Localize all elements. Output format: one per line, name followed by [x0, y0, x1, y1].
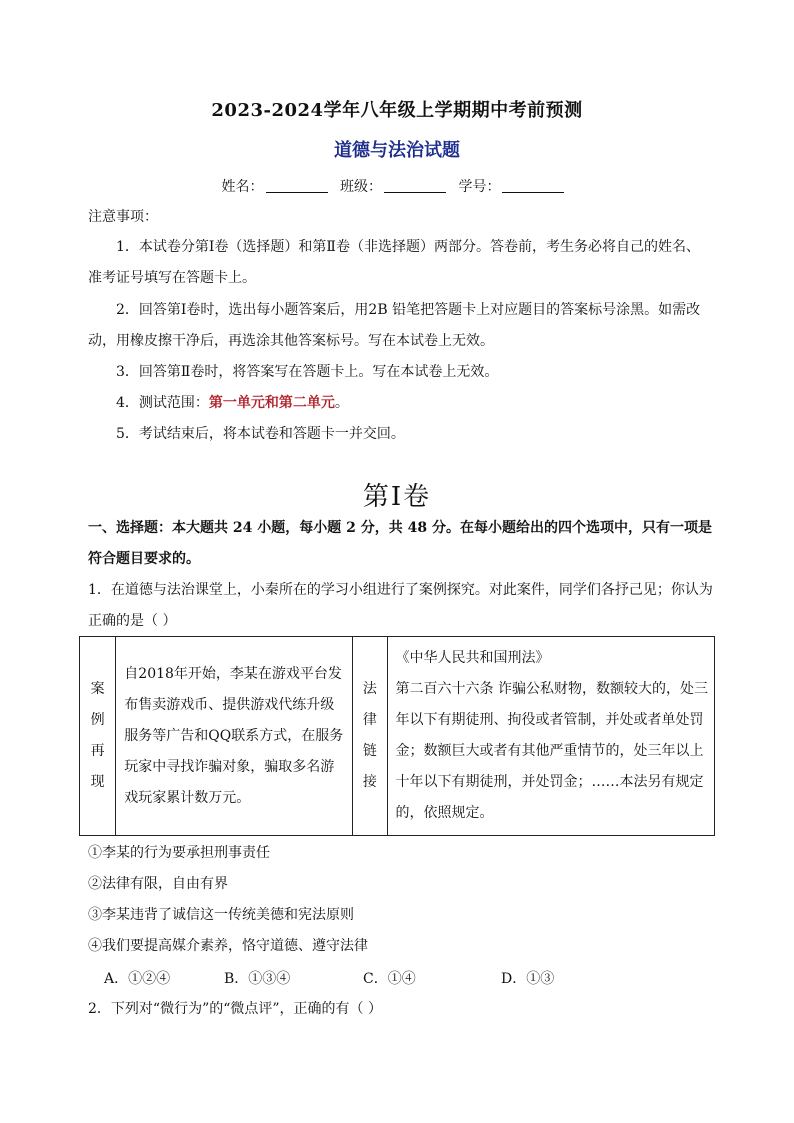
test-range: 第一单元和第二单元 — [208, 395, 335, 411]
option-c[interactable]: C．①④ — [363, 971, 416, 987]
case-table — [79, 636, 715, 836]
name-label: 姓名： — [221, 179, 264, 195]
note-1-line-1: 1．本试卷分第Ⅰ卷（选择题）和第Ⅱ卷（非选择题）两部分。答卷前，考生务必将自己的姓名、 — [116, 239, 700, 255]
law-text: 《中华人民共和国刑法》 第二百六十六条 诈骗公私财物，数额较大的，处三 年以下有期徒刑、拘役或者管制，并处或者单处罚 金；数额巨大或者有其他严重情节的，处三年以上 十年以下有期徒刑，并处罚金；……本法另有规定 的，依照规定。 — [387, 637, 714, 836]
section-intro-line-1: 一、选择题：本大题共 24 小题，每小题 2 分，共 48 分。在每小题给出的四个选项中，只有一项是 — [88, 520, 712, 536]
case-label: 案 例 再 现 — [80, 637, 116, 836]
law-label: 法 律 链 接 — [353, 637, 387, 836]
section-intro-line-2: 符合题目要求的。 — [88, 551, 200, 567]
name-blank[interactable] — [266, 178, 328, 193]
id-label: 学号： — [458, 179, 501, 195]
student-info-line — [0, 176, 794, 196]
note-5: 5．考试结束后，将本试卷和答题卡一并交回。 — [116, 426, 405, 442]
note-2-line-1: 2．回答第Ⅰ卷时，选出每小题答案后，用2B 铅笔把答题卡上对应题目的答案标号涂黑。如需改 — [116, 302, 701, 318]
class-label: 班级： — [340, 179, 382, 195]
q1-statement-1: ①李某的行为要承担刑事责任 — [88, 845, 270, 861]
note-4 — [116, 393, 349, 413]
section-title: 第Ⅰ卷 — [362, 482, 432, 512]
q1-stem-line-2: 正确的是（ ） — [88, 613, 177, 629]
note-4-prefix: 4．测试范围： — [116, 395, 209, 411]
q1-statement-2: ②法律有限，自由有界 — [88, 876, 228, 892]
option-b[interactable]: B．①③④ — [224, 971, 291, 987]
notes-heading: 注意事项： — [88, 209, 158, 225]
option-d[interactable]: D．①③ — [501, 971, 555, 987]
option-a[interactable]: A．①②④ — [104, 971, 171, 987]
class-blank[interactable] — [384, 178, 446, 193]
case-text: 自2018年开始，李某在游戏平台发 布售卖游戏币、提供游戏代练升级 服务等广告和QQ联系方式，在服务 玩家中寻找诈骗对象，骗取多名游 戏玩家累计数万元。 — [116, 637, 353, 836]
q1-statement-4: ④我们要提高媒介素养，恪守道德、遵守法律 — [88, 938, 368, 954]
q1-stem-line-1: 1．在道德与法治课堂上，小秦所在的学习小组进行了案例探究。对此案件，同学们各抒己见；你认为 — [88, 582, 713, 598]
id-blank[interactable] — [502, 178, 564, 193]
q1-statement-3: ③李某违背了诚信这一传统美德和宪法原则 — [88, 907, 354, 923]
note-4-suffix: 。 — [334, 395, 349, 411]
exam-subtitle: 道德与法治试题 — [334, 140, 460, 161]
note-2-line-2: 动，用橡皮擦干净后，再选涂其他答案标号。写在本试卷上无效。 — [88, 333, 494, 349]
exam-title: 2023-2024学年八年级上学期期中考前预测 — [211, 100, 583, 121]
q2-stem: 2．下列对“微行为”的“微点评”，正确的有（ ） — [88, 1001, 382, 1017]
note-1-line-2: 准考证号填写在答题卡上。 — [88, 270, 256, 286]
note-3: 3．回答第Ⅱ卷时，将答案写在答题卡上。写在本试卷上无效。 — [116, 364, 499, 380]
